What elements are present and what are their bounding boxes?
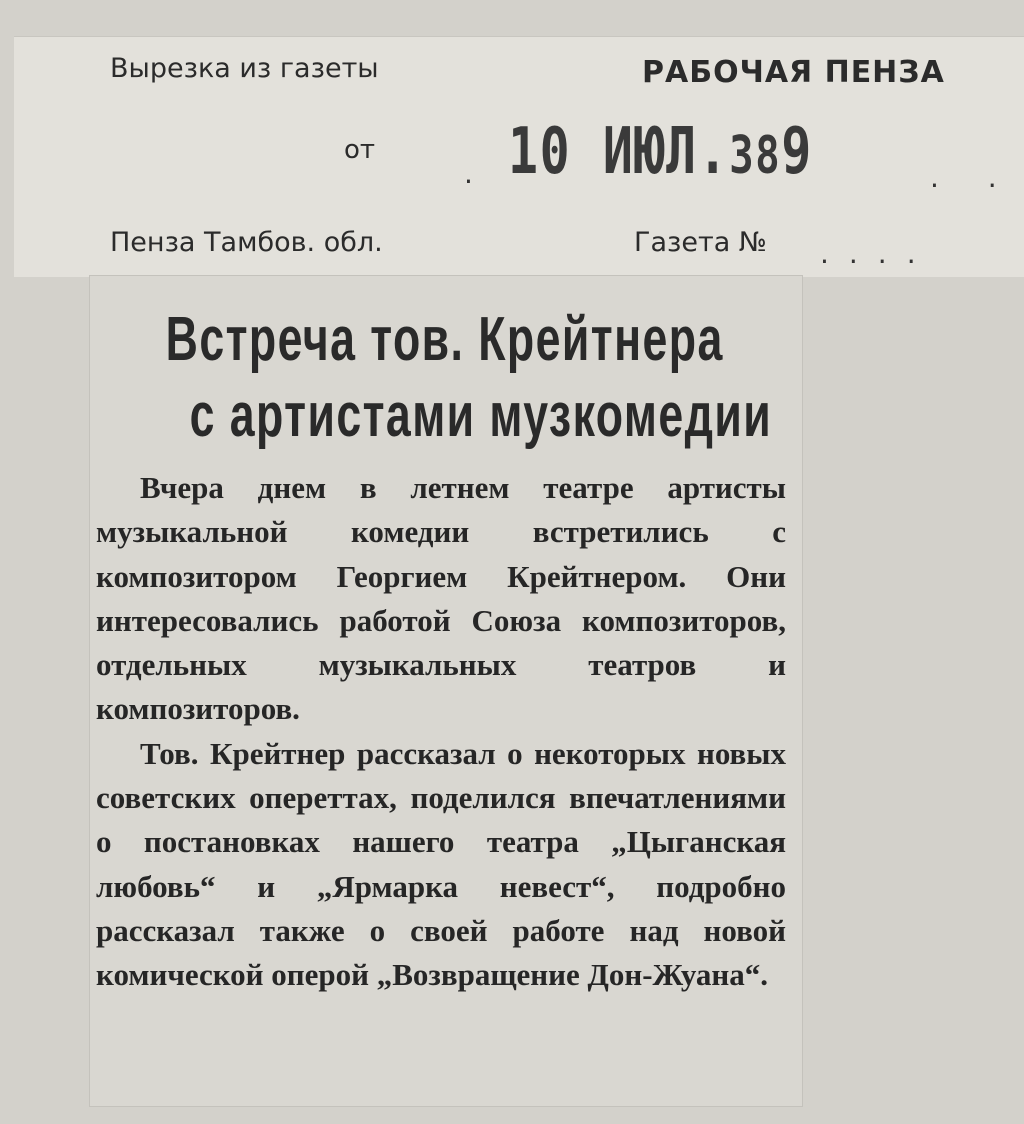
date-dots-right: . .	[930, 161, 1017, 194]
date-stamp-day-month: 10 ИЮЛ.	[508, 115, 730, 189]
clipping-form-card	[14, 36, 1024, 277]
clipping-label: Вырезка из газеты	[110, 53, 379, 84]
issue-number-dots: ....	[820, 237, 936, 270]
city-label: Пенза Тамбов. обл.	[110, 227, 383, 258]
date-stamp	[508, 115, 813, 189]
article-paragraph-1: Вчера днем в летнем театре артисты музыкальной комедии встретились с композитором Георгием Крейтнером. Они интересовались работой Союза композиторов, отдельных музыкальных театров и композиторов.	[96, 470, 786, 727]
headline-line-2: с артистами музкомедии	[189, 381, 773, 450]
article-paragraph-2: Тов. Крейтнер рассказал о некоторых новых советских опереттах, поделился впечатлениями о постановках нашего театра „Цыганская любовь“ и „Ярмарка невест“, подробно рассказал также о своей работе над новой комической оперой „Возвращение Дон-Жуана“.	[96, 735, 786, 993]
article-body	[96, 466, 786, 998]
newspaper-name: РАБОЧАЯ ПЕНЗА	[642, 55, 945, 90]
issue-number-label: Газета №	[634, 227, 767, 258]
newspaper-clipping	[90, 276, 802, 1106]
date-dots-left: .	[464, 157, 493, 190]
date-stamp-handwritten-digit: 9	[781, 115, 813, 189]
headline-line-1: Встреча тов. Крейтнера	[165, 305, 724, 374]
date-from-label: от	[344, 135, 376, 165]
date-stamp-year: 38	[729, 126, 782, 186]
